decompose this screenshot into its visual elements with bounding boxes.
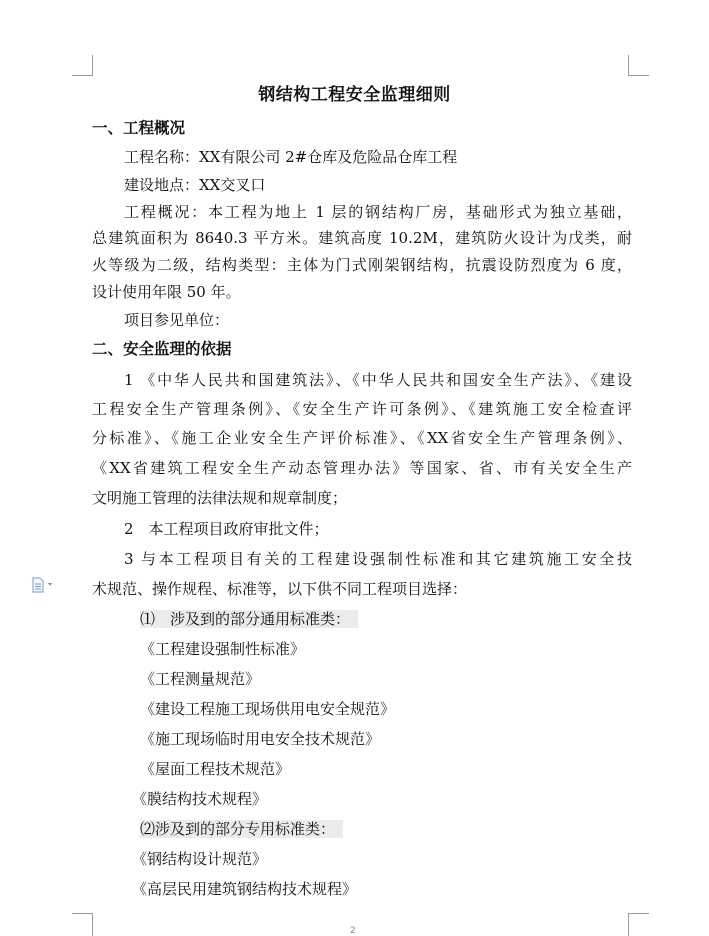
overview-line: 总建筑面积为 8640.3 平方米。建筑高度 10.2M，建筑防火设计为戊类，耐 bbox=[92, 229, 632, 247]
crop-mark-bottom-right bbox=[628, 913, 649, 936]
crop-mark-top-right bbox=[628, 55, 649, 76]
general-standards-heading bbox=[140, 608, 680, 630]
basis-item-1: 1 《中华人民共和国建筑法》、《中华人民共和国安全生产法》、《建设 bbox=[124, 371, 632, 389]
basis-item-2: 2 本工程项目政府审批文件； bbox=[124, 520, 329, 538]
overview-line: 火等级为二级，结构类型：主体为门式刚架钢结构，抗震设防烈度为 6 度， bbox=[92, 256, 632, 274]
document-options-icon-graphic bbox=[30, 577, 56, 593]
page-number: 2 bbox=[350, 926, 356, 936]
crop-mark-top-left bbox=[72, 55, 93, 76]
standard-item: 《施工现场临时用电安全技术规范》 bbox=[140, 730, 381, 748]
section2-heading: 二、安全监理的依据 bbox=[92, 339, 232, 358]
crop-mark-bottom-left bbox=[72, 913, 93, 936]
special-standards-heading bbox=[140, 818, 680, 840]
document-options-icon[interactable] bbox=[30, 577, 56, 593]
standard-item: 《高层民用建筑钢结构技术规程》 bbox=[132, 880, 358, 898]
standard-item: 《建设工程施工现场供用电安全规范》 bbox=[140, 700, 396, 718]
standard-item: 《工程建设强制性标准》 bbox=[140, 640, 306, 658]
project-location: 建设地点：XX交叉口 bbox=[124, 176, 266, 194]
standard-item: 《钢结构设计规范》 bbox=[132, 850, 268, 868]
general-standards-heading-text: ⑴ 涉及到的部分通用标准类： bbox=[140, 610, 358, 628]
overview-line: 工程概况：本工程为地上 1 层的钢结构厂房，基础形式为独立基础， bbox=[124, 203, 632, 221]
basis-item-1: 文明施工管理的法律法规和规章制度； bbox=[92, 489, 348, 507]
basis-item-1: 分标准》、《施工企业安全生产评价标准》、《XX省安全生产管理条例》、 bbox=[92, 429, 632, 447]
document-title: 钢结构工程安全监理细则 bbox=[258, 85, 451, 105]
overview-line: 设计使用年限 50 年。 bbox=[92, 283, 241, 301]
standard-item: 《工程测量规范》 bbox=[140, 670, 261, 688]
basis-item-1: 《XX省建筑工程安全生产动态管理办法》等国家、省、市有关安全生产 bbox=[92, 459, 632, 477]
standard-item: 《膜结构技术规程》 bbox=[132, 790, 268, 808]
special-standards-heading-text: ⑵涉及到的部分专用标准类： bbox=[140, 820, 343, 838]
participants-label: 项目参见单位： bbox=[124, 311, 230, 329]
section1-heading: 一、工程概况 bbox=[92, 118, 186, 137]
basis-item-3: 术规范、操作规程、标准等，以下供不同工程项目选择： bbox=[92, 580, 468, 598]
basis-item-1: 工程安全生产管理条例》、《安全生产许可条例》、《建筑施工安全检查评 bbox=[92, 400, 632, 418]
project-name: 工程名称：XX有限公司 2#仓库及危险品仓库工程 bbox=[124, 148, 458, 166]
basis-item-3: 3 与本工程项目有关的工程建设强制性标准和其它建筑施工安全技 bbox=[124, 550, 632, 568]
standard-item: 《屋面工程技术规范》 bbox=[140, 760, 291, 778]
